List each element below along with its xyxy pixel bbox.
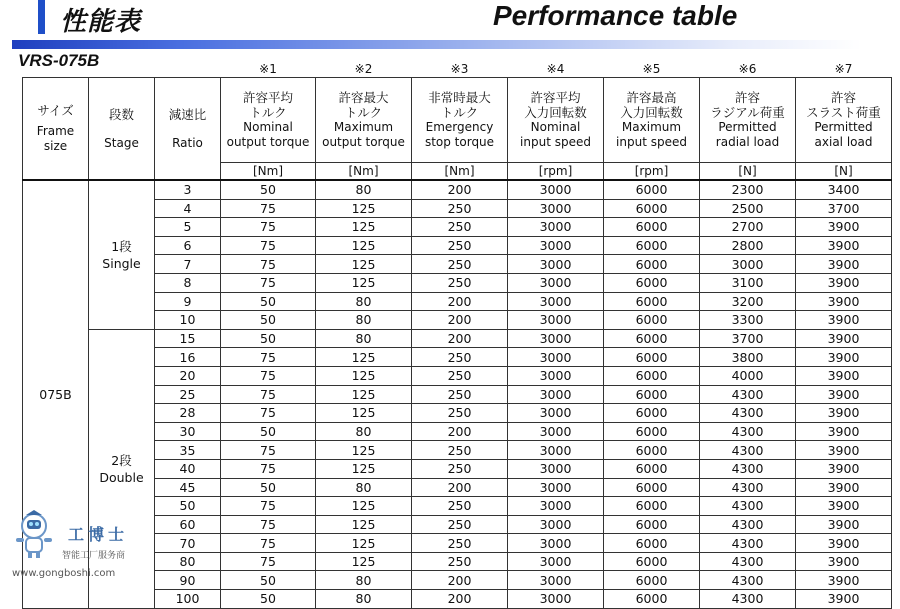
value-cell: 3000 xyxy=(700,255,796,274)
value-cell: 6000 xyxy=(604,422,700,441)
value-cell: 80 xyxy=(316,478,412,497)
value-cell: 250 xyxy=(412,273,508,292)
unit-cell: [Nm] xyxy=(412,163,508,181)
value-cell: 2800 xyxy=(700,236,796,255)
value-cell: 75 xyxy=(221,404,316,423)
title-english: Performance table xyxy=(493,0,738,31)
ratio-cell: 90 xyxy=(155,571,221,590)
value-cell: 50 xyxy=(221,292,316,311)
column-header: 許容最高 入力回転数 Maximum input speed xyxy=(604,78,700,163)
table-row xyxy=(23,180,892,199)
value-cell: 3000 xyxy=(508,348,604,367)
ratio-cell: 45 xyxy=(155,478,221,497)
model-name: VRS-075B xyxy=(18,51,100,70)
ratio-cell: 8 xyxy=(155,273,221,292)
value-cell: 200 xyxy=(412,292,508,311)
unit-cell: [Nm] xyxy=(316,163,412,181)
value-cell: 125 xyxy=(316,348,412,367)
value-cell: 3000 xyxy=(508,534,604,553)
value-cell: 3900 xyxy=(796,348,892,367)
value-cell: 50 xyxy=(221,180,316,199)
column-header: 許容平均 入力回転数 Nominal input speed xyxy=(508,78,604,163)
value-cell: 75 xyxy=(221,385,316,404)
value-cell: 3000 xyxy=(508,478,604,497)
value-cell: 4300 xyxy=(700,571,796,590)
value-cell: 4300 xyxy=(700,459,796,478)
unit-cell: [N] xyxy=(796,163,892,181)
frame-size-cell: 075B xyxy=(23,180,89,608)
value-cell: 4300 xyxy=(700,385,796,404)
value-cell: 3900 xyxy=(796,422,892,441)
value-cell: 3000 xyxy=(508,255,604,274)
value-cell: 3000 xyxy=(508,404,604,423)
value-cell: 4300 xyxy=(700,478,796,497)
value-cell: 6000 xyxy=(604,348,700,367)
value-cell: 125 xyxy=(316,441,412,460)
watermark-brand: 工博士 xyxy=(68,525,129,544)
value-cell: 3100 xyxy=(700,273,796,292)
value-cell: 3000 xyxy=(508,459,604,478)
ratio-cell: 6 xyxy=(155,236,221,255)
watermark xyxy=(8,510,138,580)
note-marker: ※2 xyxy=(316,61,412,78)
value-cell: 3000 xyxy=(508,515,604,534)
value-cell: 80 xyxy=(316,571,412,590)
header-stage: 段数 Stage xyxy=(89,78,155,181)
ratio-cell: 80 xyxy=(155,552,221,571)
column-header: 許容最大 トルク Maximum output torque xyxy=(316,78,412,163)
stage-double-cell: 2段 Double xyxy=(89,329,155,608)
value-cell: 125 xyxy=(316,218,412,237)
value-cell: 6000 xyxy=(604,273,700,292)
value-cell: 250 xyxy=(412,459,508,478)
value-cell: 3000 xyxy=(508,366,604,385)
value-cell: 125 xyxy=(316,273,412,292)
header-row xyxy=(23,78,892,163)
note-marker: ※4 xyxy=(508,61,604,78)
value-cell: 250 xyxy=(412,515,508,534)
performance-table xyxy=(22,61,892,609)
value-cell: 6000 xyxy=(604,441,700,460)
value-cell: 125 xyxy=(316,255,412,274)
value-cell: 75 xyxy=(221,552,316,571)
value-cell: 3900 xyxy=(796,571,892,590)
value-cell: 50 xyxy=(221,311,316,330)
value-cell: 125 xyxy=(316,459,412,478)
ratio-cell: 20 xyxy=(155,366,221,385)
value-cell: 75 xyxy=(221,218,316,237)
value-cell: 6000 xyxy=(604,552,700,571)
value-cell: 200 xyxy=(412,422,508,441)
value-cell: 200 xyxy=(412,311,508,330)
value-cell: 3000 xyxy=(508,292,604,311)
value-cell: 75 xyxy=(221,199,316,218)
value-cell: 75 xyxy=(221,515,316,534)
value-cell: 3000 xyxy=(508,571,604,590)
value-cell: 80 xyxy=(316,329,412,348)
value-cell: 3700 xyxy=(700,329,796,348)
value-cell: 3900 xyxy=(796,385,892,404)
value-cell: 200 xyxy=(412,180,508,199)
value-cell: 80 xyxy=(316,311,412,330)
value-cell: 250 xyxy=(412,385,508,404)
accent-bar xyxy=(38,0,45,34)
value-cell: 3900 xyxy=(796,218,892,237)
value-cell: 4300 xyxy=(700,534,796,553)
header-ratio: 減速比 Ratio xyxy=(155,78,221,181)
value-cell: 3000 xyxy=(508,441,604,460)
column-header: 許容 スラスト荷重 Permitted axial load xyxy=(796,78,892,163)
value-cell: 4300 xyxy=(700,590,796,609)
stage-single-cell: 1段 Single xyxy=(89,180,155,329)
value-cell: 80 xyxy=(316,422,412,441)
value-cell: 250 xyxy=(412,236,508,255)
unit-cell: [rpm] xyxy=(604,163,700,181)
value-cell: 50 xyxy=(221,571,316,590)
value-cell: 3900 xyxy=(796,552,892,571)
value-cell: 4300 xyxy=(700,515,796,534)
value-cell: 3000 xyxy=(508,273,604,292)
value-cell: 6000 xyxy=(604,534,700,553)
ratio-cell: 16 xyxy=(155,348,221,367)
title-japanese: 性能表 xyxy=(60,7,142,37)
value-cell: 6000 xyxy=(604,404,700,423)
value-cell: 3900 xyxy=(796,590,892,609)
value-cell: 200 xyxy=(412,478,508,497)
ratio-cell: 9 xyxy=(155,292,221,311)
value-cell: 3900 xyxy=(796,441,892,460)
table-row xyxy=(23,329,892,348)
value-cell: 250 xyxy=(412,552,508,571)
ratio-cell: 25 xyxy=(155,385,221,404)
value-cell: 250 xyxy=(412,366,508,385)
value-cell: 125 xyxy=(316,385,412,404)
ratio-cell: 50 xyxy=(155,497,221,516)
value-cell: 80 xyxy=(316,590,412,609)
value-cell: 6000 xyxy=(604,329,700,348)
notes-row xyxy=(23,61,892,78)
value-cell: 125 xyxy=(316,534,412,553)
unit-cell: [N] xyxy=(700,163,796,181)
value-cell: 4300 xyxy=(700,497,796,516)
column-header: 非常時最大 トルク Emergency stop torque xyxy=(412,78,508,163)
value-cell: 4300 xyxy=(700,441,796,460)
value-cell: 250 xyxy=(412,404,508,423)
value-cell: 3900 xyxy=(796,311,892,330)
note-marker: ※1 xyxy=(221,61,316,78)
value-cell: 3700 xyxy=(796,199,892,218)
value-cell: 3000 xyxy=(508,422,604,441)
value-cell: 50 xyxy=(221,478,316,497)
value-cell: 50 xyxy=(221,590,316,609)
value-cell: 3900 xyxy=(796,515,892,534)
value-cell: 3900 xyxy=(796,478,892,497)
value-cell: 3900 xyxy=(796,366,892,385)
unit-cell: [rpm] xyxy=(508,163,604,181)
column-header: 許容平均 トルク Nominal output torque xyxy=(221,78,316,163)
value-cell: 250 xyxy=(412,218,508,237)
value-cell: 250 xyxy=(412,348,508,367)
title-underline xyxy=(12,40,862,49)
value-cell: 6000 xyxy=(604,571,700,590)
value-cell: 3200 xyxy=(700,292,796,311)
value-cell: 6000 xyxy=(604,478,700,497)
value-cell: 125 xyxy=(316,366,412,385)
unit-cell: [Nm] xyxy=(221,163,316,181)
value-cell: 75 xyxy=(221,255,316,274)
value-cell: 3900 xyxy=(796,404,892,423)
value-cell: 75 xyxy=(221,366,316,385)
value-cell: 200 xyxy=(412,571,508,590)
value-cell: 125 xyxy=(316,497,412,516)
value-cell: 3900 xyxy=(796,497,892,516)
value-cell: 200 xyxy=(412,329,508,348)
value-cell: 250 xyxy=(412,441,508,460)
value-cell: 80 xyxy=(316,180,412,199)
value-cell: 3900 xyxy=(796,534,892,553)
value-cell: 6000 xyxy=(604,292,700,311)
value-cell: 3000 xyxy=(508,329,604,348)
note-marker: ※7 xyxy=(796,61,892,78)
value-cell: 75 xyxy=(221,534,316,553)
value-cell: 75 xyxy=(221,459,316,478)
ratio-cell: 100 xyxy=(155,590,221,609)
value-cell: 6000 xyxy=(604,199,700,218)
value-cell: 6000 xyxy=(604,497,700,516)
value-cell: 3000 xyxy=(508,180,604,199)
value-cell: 6000 xyxy=(604,218,700,237)
value-cell: 6000 xyxy=(604,515,700,534)
value-cell: 3000 xyxy=(508,497,604,516)
value-cell: 3900 xyxy=(796,459,892,478)
ratio-cell: 10 xyxy=(155,311,221,330)
ratio-cell: 4 xyxy=(155,199,221,218)
ratio-cell: 40 xyxy=(155,459,221,478)
value-cell: 75 xyxy=(221,236,316,255)
value-cell: 3000 xyxy=(508,590,604,609)
value-cell: 3900 xyxy=(796,255,892,274)
value-cell: 250 xyxy=(412,199,508,218)
header-frame-size: サイズ Frame size xyxy=(23,78,89,181)
page-header xyxy=(0,0,900,52)
value-cell: 3900 xyxy=(796,292,892,311)
ratio-cell: 70 xyxy=(155,534,221,553)
value-cell: 2300 xyxy=(700,180,796,199)
note-marker: ※5 xyxy=(604,61,700,78)
value-cell: 75 xyxy=(221,273,316,292)
robot-mascot-icon xyxy=(12,510,56,560)
value-cell: 125 xyxy=(316,552,412,571)
value-cell: 250 xyxy=(412,534,508,553)
value-cell: 3000 xyxy=(508,385,604,404)
value-cell: 3000 xyxy=(508,311,604,330)
note-marker: ※3 xyxy=(412,61,508,78)
note-marker: ※6 xyxy=(700,61,796,78)
value-cell: 4300 xyxy=(700,404,796,423)
value-cell: 3900 xyxy=(796,329,892,348)
ratio-cell: 3 xyxy=(155,180,221,199)
value-cell: 75 xyxy=(221,348,316,367)
value-cell: 250 xyxy=(412,255,508,274)
value-cell: 2500 xyxy=(700,199,796,218)
value-cell: 4000 xyxy=(700,366,796,385)
value-cell: 3900 xyxy=(796,273,892,292)
value-cell: 3400 xyxy=(796,180,892,199)
ratio-cell: 7 xyxy=(155,255,221,274)
value-cell: 6000 xyxy=(604,590,700,609)
value-cell: 125 xyxy=(316,404,412,423)
value-cell: 80 xyxy=(316,292,412,311)
value-cell: 3000 xyxy=(508,236,604,255)
value-cell: 50 xyxy=(221,422,316,441)
value-cell: 125 xyxy=(316,199,412,218)
value-cell: 125 xyxy=(316,515,412,534)
value-cell: 2700 xyxy=(700,218,796,237)
value-cell: 6000 xyxy=(604,180,700,199)
value-cell: 6000 xyxy=(604,459,700,478)
ratio-cell: 35 xyxy=(155,441,221,460)
column-header: 許容 ラジアル荷重 Permitted radial load xyxy=(700,78,796,163)
ratio-cell: 28 xyxy=(155,404,221,423)
value-cell: 3300 xyxy=(700,311,796,330)
value-cell: 3900 xyxy=(796,236,892,255)
value-cell: 6000 xyxy=(604,255,700,274)
value-cell: 6000 xyxy=(604,236,700,255)
watermark-tagline: 智能工厂服务商 xyxy=(62,551,126,561)
ratio-cell: 5 xyxy=(155,218,221,237)
value-cell: 4300 xyxy=(700,552,796,571)
value-cell: 3000 xyxy=(508,218,604,237)
value-cell: 3800 xyxy=(700,348,796,367)
value-cell: 6000 xyxy=(604,311,700,330)
value-cell: 75 xyxy=(221,441,316,460)
ratio-cell: 15 xyxy=(155,329,221,348)
value-cell: 3000 xyxy=(508,552,604,571)
value-cell: 200 xyxy=(412,590,508,609)
ratio-cell: 30 xyxy=(155,422,221,441)
value-cell: 3000 xyxy=(508,199,604,218)
watermark-url: www.gongboshi.com xyxy=(12,568,116,579)
value-cell: 125 xyxy=(316,236,412,255)
value-cell: 6000 xyxy=(604,385,700,404)
value-cell: 4300 xyxy=(700,422,796,441)
value-cell: 250 xyxy=(412,497,508,516)
value-cell: 75 xyxy=(221,497,316,516)
value-cell: 50 xyxy=(221,329,316,348)
ratio-cell: 60 xyxy=(155,515,221,534)
value-cell: 6000 xyxy=(604,366,700,385)
